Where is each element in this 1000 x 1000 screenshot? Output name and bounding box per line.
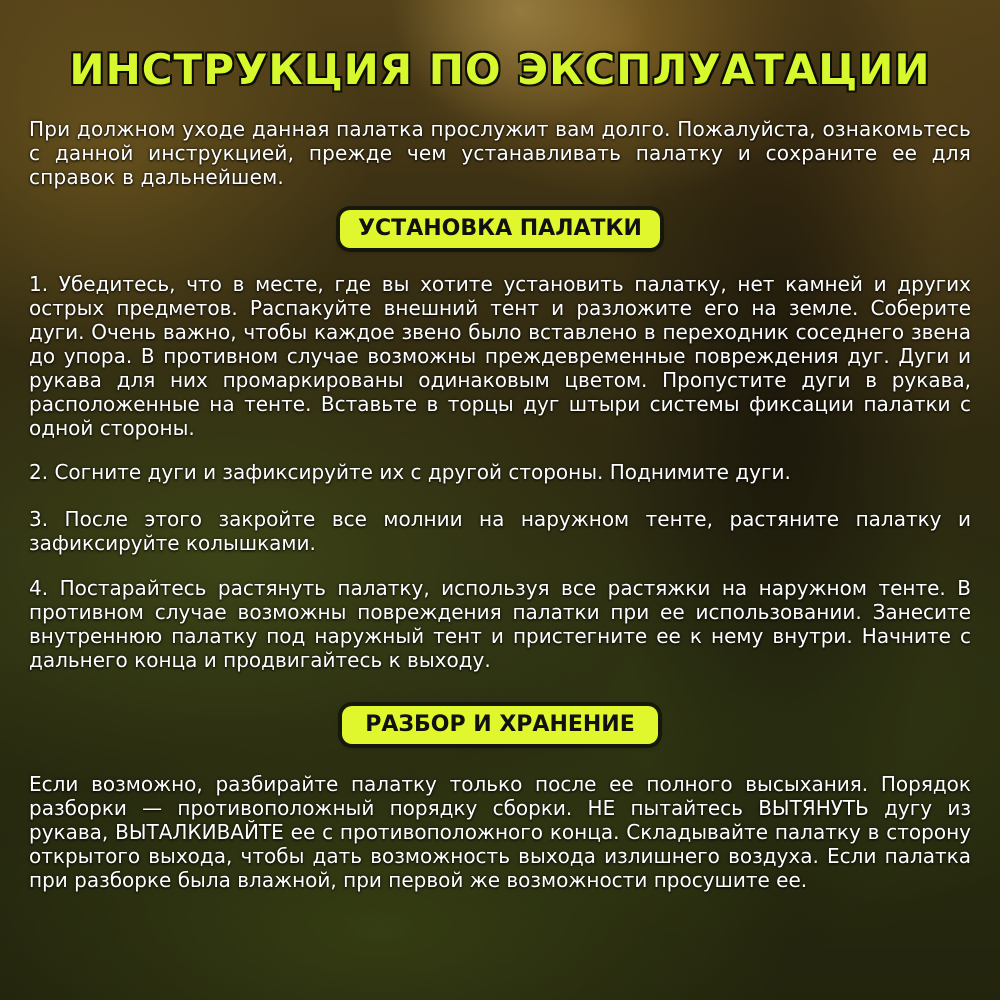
storage-paragraph: Если возможно, разбирайте палатку только после ее полного высыхания. Порядок разборки — противоположный порядку сборки. НЕ пытайтесь ВЫТЯНУТЬ дугу из рукава, ВЫТАЛКИВАЙТЕ ее с противоположного конца. Складывайте палатку в сторону открытого выхода, чтобы дать возможность выхода излишнего воздуха. Если палатка при разборке была влажной, при первой же возможности просушите ее. (29, 772, 971, 892)
setup-step-2: 2. Согните дуги и зафиксируйте их с другой стороны. Поднимите дуги. (29, 460, 791, 484)
intro-paragraph: При должном уходе данная палатка прослужит вам долго. Пожалуйста, ознакомьтесь с данной инструкцией, прежде чем устанавливать палатку и сохраните ее для справок в дальнейшем. (29, 117, 971, 189)
setup-step-4: 4. Постарайтесь растянуть палатку, используя все растяжки на наружном тенте. В противном случае возможны повреждения палатки при ее использовании. Занесите внутреннюю палатку под наружный тент и пристегните ее к нему внутри. Начните с дальнего конца и продвигайтесь к выходу. (29, 576, 971, 672)
section-heading-storage: РАЗБОР И ХРАНЕНИЕ (342, 706, 658, 744)
setup-step-3: 3. После этого закройте все молнии на наружном тенте, растяните палатку и зафиксируйте колышками. (29, 507, 971, 555)
setup-step-1: 1. Убедитесь, что в месте, где вы хотите установить палатку, нет камней и других острых предметов. Распакуйте внешний тент и разложите его на земле. Соберите дуги. Очень важно, чтобы каждое звено было вставлено в переходник соседнего звена до упора. В противном случае возможны преждевременные повреждения дуг. Дуги и рукава для них промаркированы одинаковым цветом. Пропустите дуги в рукава, расположенные на тенте. Вставьте в торцы дуг штыри системы фиксации палатки с одной стороны. (29, 272, 971, 440)
page-title: ИНСТРУКЦИЯ ПО ЭКСПЛУАТАЦИИ (69, 45, 931, 94)
section-heading-setup: УСТАНОВКА ПАЛАТКИ (340, 210, 660, 248)
